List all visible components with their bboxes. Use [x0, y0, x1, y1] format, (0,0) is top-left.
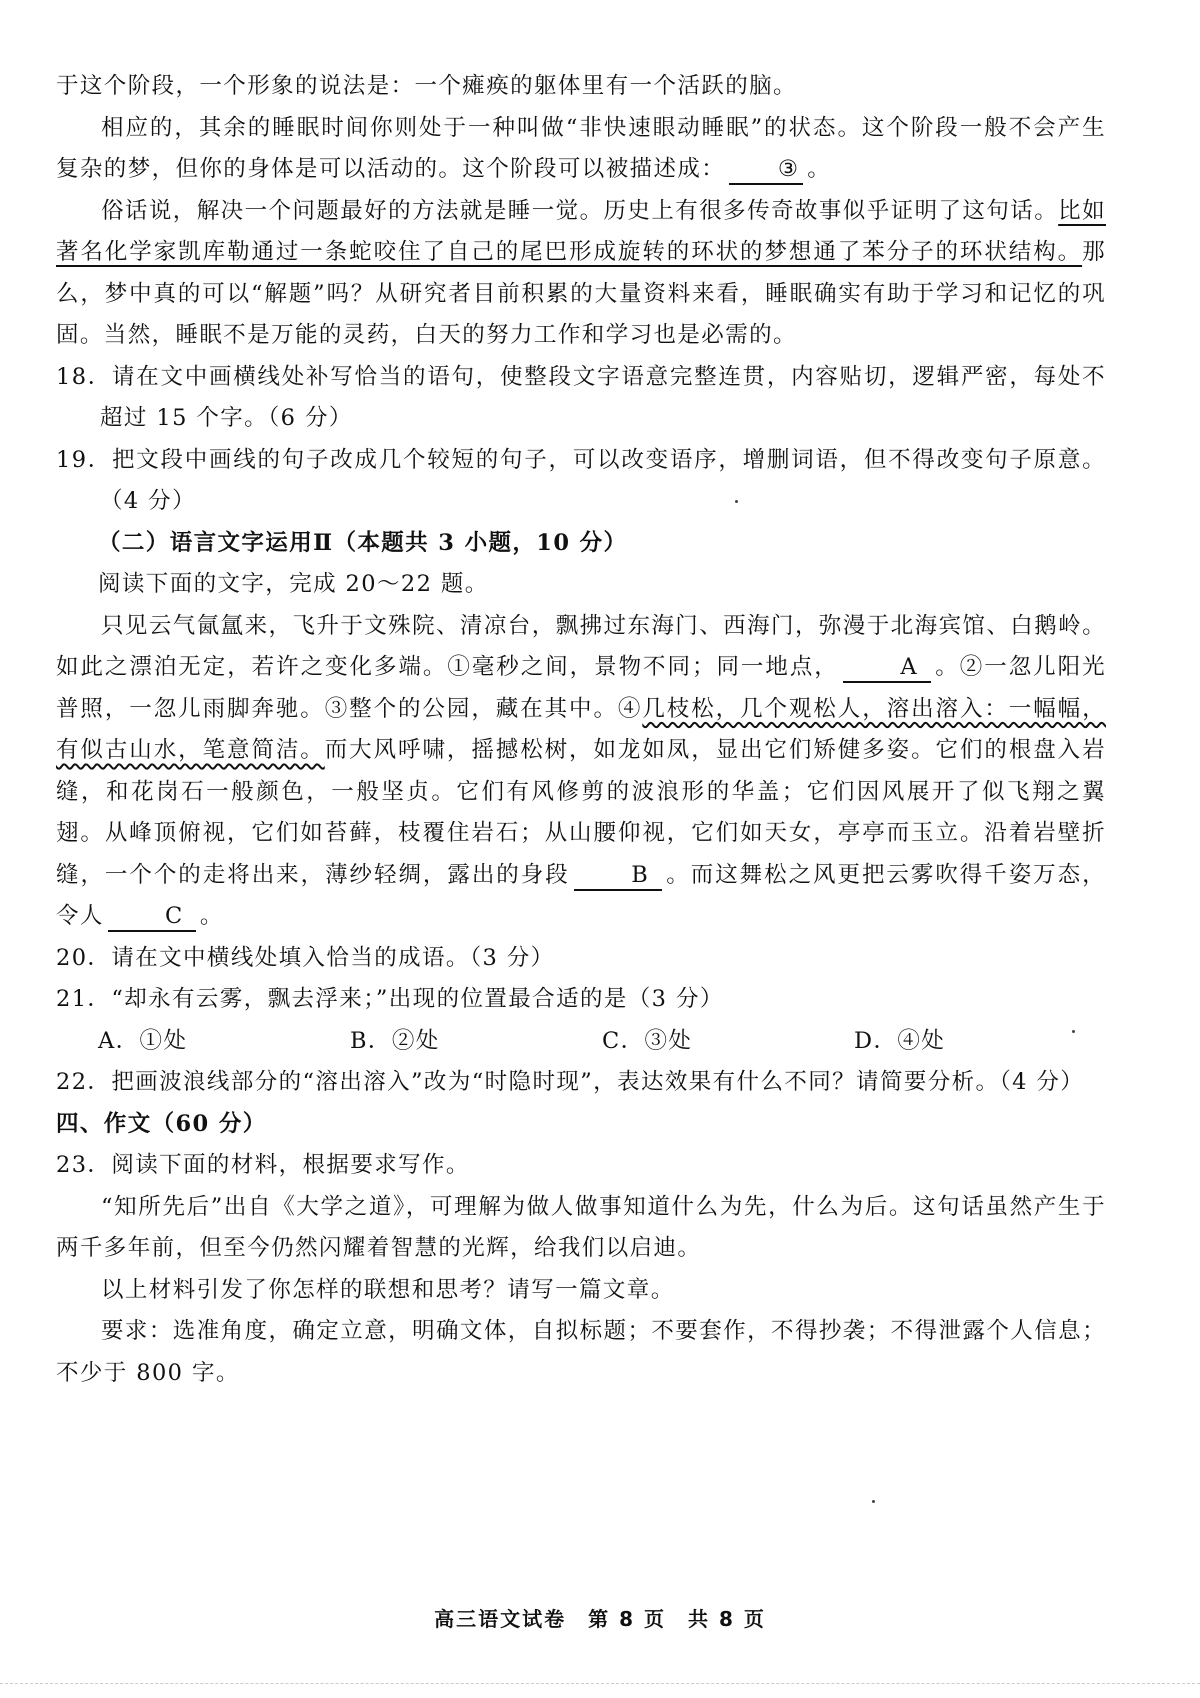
- page-footer: 高三语文试卷 第 8 页 共 8 页: [434, 1607, 766, 1631]
- scan-edge-line: [0, 1683, 1200, 1684]
- underlined-sentence: 比如著名化学家凯库勒通过一条蛇咬住了自己的尾巴形成旋转的环状的梦想通了苯分子的环状结构。: [56, 197, 1106, 265]
- essay-material: “知所先后”出自《大学之道》，可理解为做人做事知道什么为先，什么为后。这句话虽然产生于两千多年前，但至今仍然闪耀着智慧的光辉，给我们以启迪。: [56, 1193, 1106, 1261]
- scan-speck: [1072, 1030, 1075, 1033]
- passage2-s4: 。而这舞松之风更把云雾吹得千姿万态，令人: [56, 861, 1107, 929]
- passage1-paragraph-3: [56, 191, 1106, 357]
- passage2-s3: 而大风呼啸，摇撼松树，如龙如凤，显出它们矫健多姿。它们的根盘入岩缝，和花岗石一般颜色，一般坚贞。它们有风修剪的波浪形的华盖；它们因风展开了似飞翔之翼翅。从峰顶俯视，它们如苔藓，枝覆住岩石；从山腰仰视，它们如天女，亭亭而玉立。沿着岩壁折缝，一个个的走将出来，薄纱轻绸，露出的身段: [56, 737, 1106, 888]
- section-2-intro: 阅读下面的文字，完成 20～22 题。: [98, 571, 489, 597]
- blank-a: A: [843, 653, 931, 683]
- passage1-line-a: 于这个阶段，一个形象的说法是：一个瘫痪的躯体里有一个活跃的脑。: [56, 73, 797, 99]
- option-d: D．④处: [854, 1027, 946, 1054]
- question-22: 22．把画波浪线部分的“溶出溶入”改为“时隐时现”，表达效果有什么不同？请简要分析。（4 分）: [56, 1069, 1085, 1095]
- passage1-p2-text: 相应的，其余的睡眠时间你则处于一种叫做“非快速眼动睡眠”的状态。这个阶段一般不会产生复杂的梦，但你的身体是可以活动的。这个阶段可以被描述成：: [56, 114, 1106, 182]
- blank-3: ③: [729, 155, 803, 185]
- blank-c: C: [108, 902, 196, 932]
- passage2-s2: 。②一忽儿阳光普照，一忽儿雨脚奔驰。③整个的公园，藏在其中。④: [56, 654, 1106, 722]
- passage1-p3-rest: 那么，梦中真的可以“解题”吗？从研究者目前积累的大量资料来看，睡眠确实有助于学习和记忆的巩固。当然，睡眠不是万能的灵药，白天的努力工作和学习也是必需的。: [56, 239, 1106, 348]
- essay-requirements: 要求：选准角度，确定立意，明确文体，自拟标题；不要套作，不得抄袭；不得泄露个人信息；不少于 800 字。: [56, 1318, 1106, 1386]
- question-21: 21．“却永有云雾，飘去浮来；”出现的位置最合适的是（3 分）: [56, 986, 724, 1012]
- scan-speck: [872, 1500, 875, 1503]
- blank-b: B: [574, 861, 662, 891]
- section-4-title: 四、作文（60 分）: [56, 1110, 267, 1137]
- question-19: 19．把文段中画线的句子改成几个较短的句子，可以改变语序，增删词语，但不得改变句子原意。（4 分）: [56, 446, 1106, 514]
- essay-prompt: 以上材料引发了你怎样的联想和思考？请写一篇文章。: [101, 1276, 675, 1303]
- question-21-options: [56, 1021, 1106, 1063]
- passage1-p3-text: 俗话说，解决一个问题最好的方法就是睡一觉。历史上有很多传奇故事似乎证明了这句话。: [101, 197, 1059, 224]
- option-a: A．①处: [98, 1027, 188, 1054]
- section-2-title: （二）语言文字运用Ⅱ（本题共 3 小题，10 分）: [98, 529, 628, 556]
- passage1-paragraph-2: [56, 108, 1106, 191]
- wavy-underlined-text: 几枝松，几个观松人，溶出溶入：一幅幅，有似古山水，笔意简洁。: [56, 695, 1106, 763]
- question-18: 18．请在文中画横线处补写恰当的语句，使整段文字语意完整连贯，内容贴切，逻辑严密，每处不超过 15 个字。（6 分）: [56, 363, 1106, 431]
- scan-speck: [735, 500, 738, 503]
- question-20: 20．请在文中横线处填入恰当的成语。（3 分）: [56, 944, 555, 971]
- passage1-p2-end: 。: [807, 156, 832, 182]
- question-23: 23．阅读下面的材料，根据要求写作。: [56, 1152, 470, 1178]
- option-c: C．③处: [602, 1027, 693, 1054]
- passage2-paragraph: [56, 606, 1106, 938]
- option-b: B．②处: [350, 1027, 440, 1054]
- passage2-s5: 。: [199, 903, 224, 929]
- passage2-s1: 只见云气氤氲来，飞升于文殊院、清凉台，飘拂过东海门、西海门，弥漫于北海宾馆、白鹅岭。如此之漂泊无定，若许之变化多端。①毫秒之间，景物不同；同一地点，: [56, 612, 1106, 680]
